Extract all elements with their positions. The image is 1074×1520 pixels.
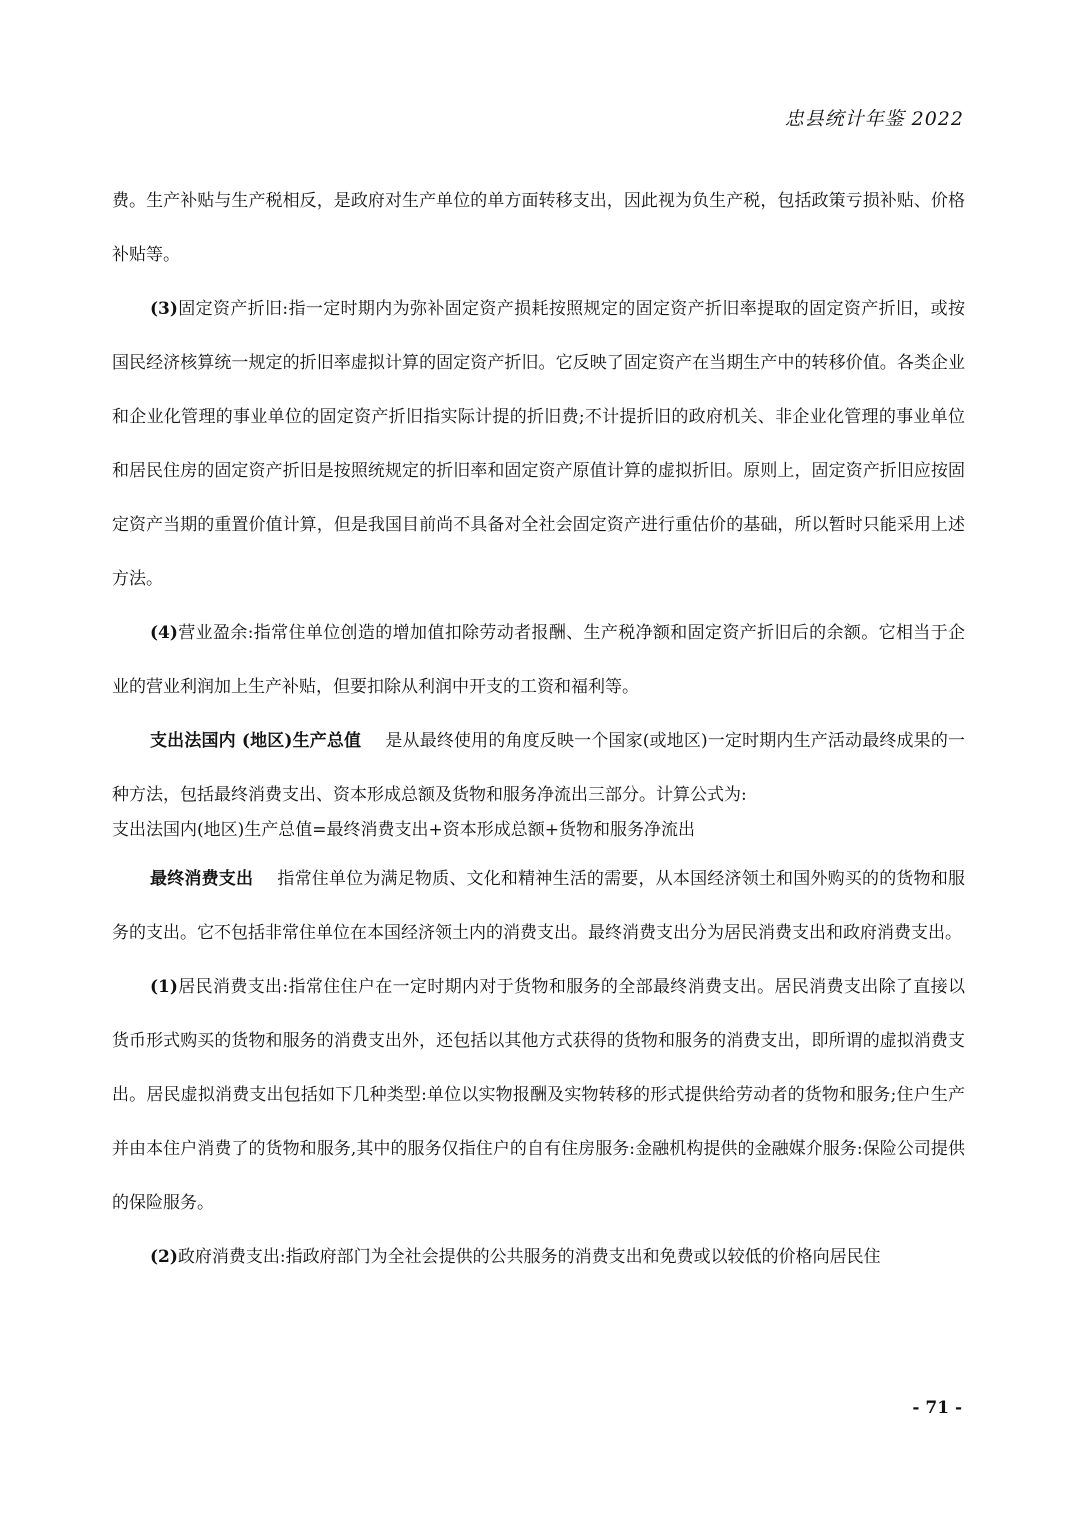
item-label: (2)	[150, 1247, 178, 1267]
paragraph-expenditure-gdp	[112, 714, 965, 822]
running-header: 忠县统计年鉴 2022	[784, 108, 964, 130]
paragraph-government-consumption	[112, 1230, 965, 1284]
paragraph-text: 指常住单位为满足物质、文化和精神生活的需要，从本国经济领土和国外购买的的货物和服务的支出。它不包括非常住单位在本国经济领土内的消费支出。最终消费支出分为居民消费支出和政府消费支出。	[112, 869, 966, 943]
paragraph-household-consumption	[112, 960, 965, 1230]
paragraph-text: 营业盈余:指常住单位创造的增加值扣除劳动者报酬、生产税净额和固定资产折旧后的余额。它相当于企业的营业利润加上生产补贴，但要扣除从利润中开支的工资和福利等。	[112, 623, 965, 697]
item-label: (3)	[150, 299, 178, 319]
paragraph-production-subsidy: 费。生产补贴与生产税相反，是政府对生产单位的单方面转移支出，因此视为负生产税，包括政策亏损补贴、价格补贴等。	[112, 191, 965, 265]
paragraph-text: 是从最终使用的角度反映一个国家(或地区)一定时期内生产活动最终成果的一种方法，包括最终消费支出、资本形成总额及货物和服务净流出三部分。计算公式为:	[112, 731, 965, 805]
paragraph-operating-surplus	[112, 606, 965, 714]
paragraph-text: 政府消费支出:指政府部门为全社会提供的公共服务的消费支出和免费或以较低的价格向居民住	[177, 1247, 881, 1267]
term-heading: 最终消费支出	[150, 869, 254, 889]
document-body	[112, 174, 965, 1284]
paragraph-final-consumption	[112, 852, 965, 960]
paragraph-text: 居民消费支出:指常住住户在一定时期内对于货物和服务的全部最终消费支出。居民消费支出除了直接以货币形式购买的货物和服务的消费支出外，还包括以其他方式获得的货物和服务的消费支出，即所谓的虚拟消费支出。居民虚拟消费支出包括如下几种类型:单位以实物报酬及实物转移的形式提供给劳动者的货物和服务;住户生产并由本住户消费了的货物和服务,其中的服务仅指住户的自有住房服务:金融机构提供的金融媒介服务:保险公司提供的保险服务。	[112, 977, 965, 1213]
item-label: (4)	[150, 623, 178, 643]
formula-line: 支出法国内(地区)生产总值=最终消费支出+资本形成总额+货物和服务净流出	[112, 820, 695, 840]
paragraph-text: 固定资产折旧:指一定时期内为弥补固定资产损耗按照规定的固定资产折旧率提取的固定资产折旧，或按国民经济核算统一规定的折旧率虚拟计算的固定资产折旧。它反映了固定资产在当期生产中的转移价值。各类企业和企业化管理的事业单位的固定资产折旧指实际计提的折旧费;不计提折旧的政府机关、非企业化管理的事业单位和居民住房的固定资产折旧是按照统规定的折旧率和固定资产原值计算的虚拟折旧。原则上，固定资产折旧应按固定资产当期的重置价值计算，但是我国目前尚不具备对全社会固定资产进行重估价的基础，所以暂时只能采用上述方法。	[112, 299, 965, 589]
paragraph-depreciation	[112, 282, 965, 606]
term-heading: 支出法国内 (地区)生产总值	[150, 731, 362, 751]
item-label: (1)	[150, 977, 178, 997]
page-number: - 71 -	[912, 1398, 962, 1418]
